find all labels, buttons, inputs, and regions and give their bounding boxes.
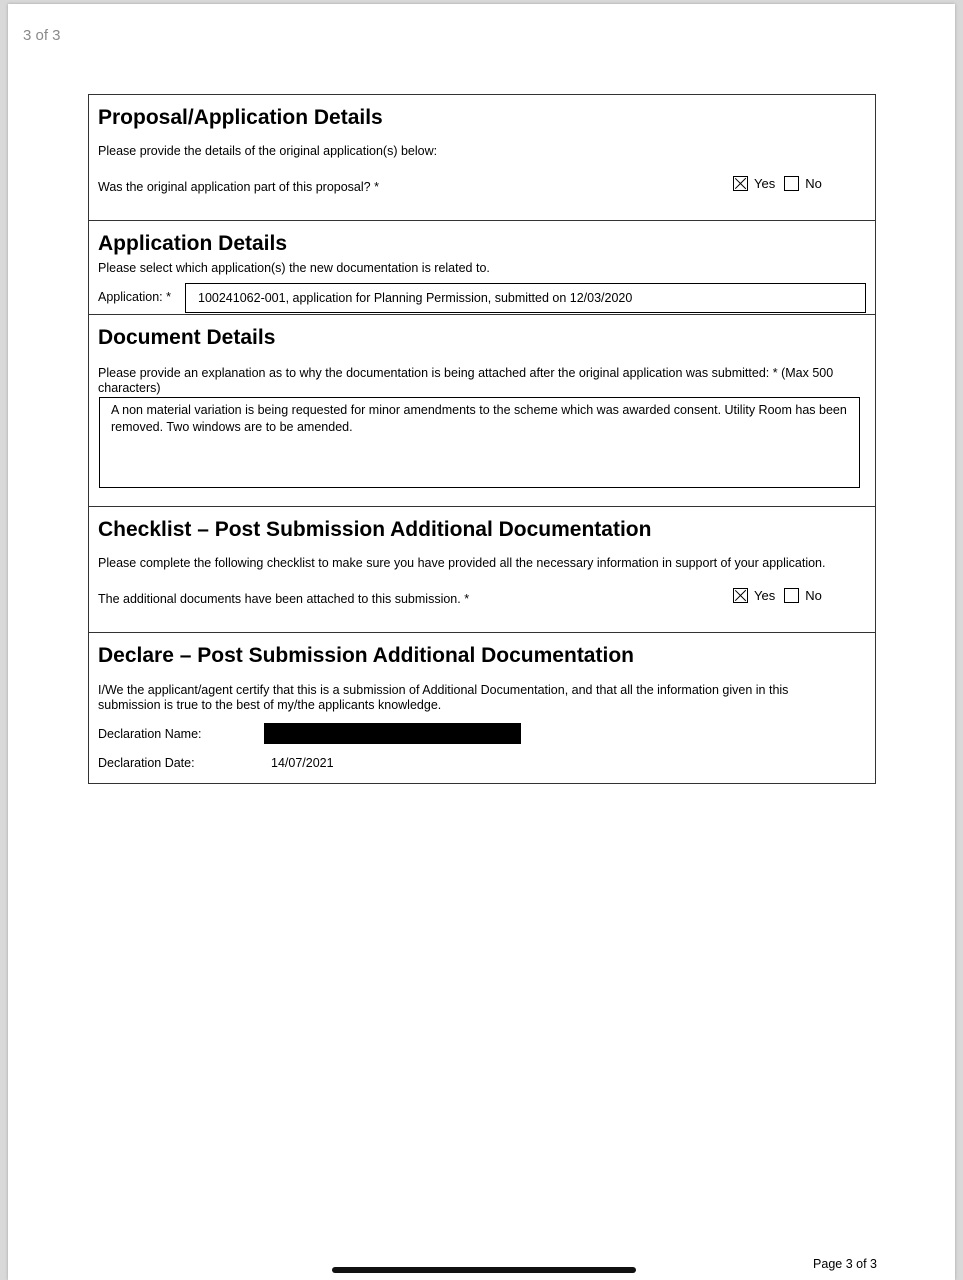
proposal-no-checkbox[interactable] [784, 176, 799, 191]
application-field-label: Application: * [98, 290, 171, 304]
checklist-no-checkbox[interactable] [784, 588, 799, 603]
declare-title: Declare – Post Submission Additional Documentation [98, 644, 634, 667]
declaration-date-label: Declaration Date: [98, 756, 195, 770]
declare-statement: I/We the applicant/agent certify that this is a submission of Additional Documentation, and that all the information given in this submission is true to the best of my/the applicants knowledge. [98, 683, 789, 712]
checklist-no-label: No [805, 588, 822, 603]
checklist-yes-label: Yes [754, 588, 776, 603]
declaration-date-value: 14/07/2021 [271, 756, 334, 770]
application-field[interactable]: 100241062-001, application for Planning Permission, submitted on 12/03/2020 [185, 283, 866, 313]
home-indicator[interactable] [332, 1267, 636, 1273]
declare-section [89, 633, 875, 783]
declaration-name-label: Declaration Name: [98, 727, 202, 741]
checklist-section [89, 507, 875, 633]
checklist-intro: Please complete the following checklist to make sure you have provided all the necessary information in support of your application. [98, 556, 826, 570]
redacted-name [264, 723, 521, 744]
proposal-no-label: No [805, 176, 822, 191]
proposal-choices [733, 176, 831, 191]
application-section [89, 221, 875, 315]
checklist-question: The additional documents have been attached to this submission. * [98, 592, 470, 606]
document-page [8, 4, 955, 1280]
page-counter: 3 of 3 [23, 27, 61, 44]
proposal-yes-label: Yes [754, 176, 776, 191]
application-intro: Please select which application(s) the new documentation is related to. [98, 261, 490, 275]
application-form [88, 94, 876, 784]
proposal-yes-checkbox[interactable] [733, 176, 748, 191]
document-section [89, 315, 875, 507]
page-footer: Page 3 of 3 [813, 1257, 877, 1271]
checklist-choices [733, 588, 831, 603]
checklist-yes-checkbox[interactable] [733, 588, 748, 603]
application-title: Application Details [98, 232, 288, 255]
proposal-title: Proposal/Application Details [98, 106, 383, 129]
document-prompt: Please provide an explanation as to why the documentation is being attached after the original application was submitted: * (Max 500 characters) [98, 366, 834, 395]
proposal-intro: Please provide the details of the original application(s) below: [98, 144, 438, 158]
checklist-title: Checklist – Post Submission Additional Documentation [98, 518, 652, 541]
proposal-question: Was the original application part of this proposal? * [98, 180, 379, 194]
document-title: Document Details [98, 326, 276, 349]
explanation-field[interactable]: A non material variation is being requested for minor amendments to the scheme which was awarded consent. Utility Room has been removed. Two windows are to be amended. [99, 397, 860, 488]
proposal-section [89, 95, 875, 221]
